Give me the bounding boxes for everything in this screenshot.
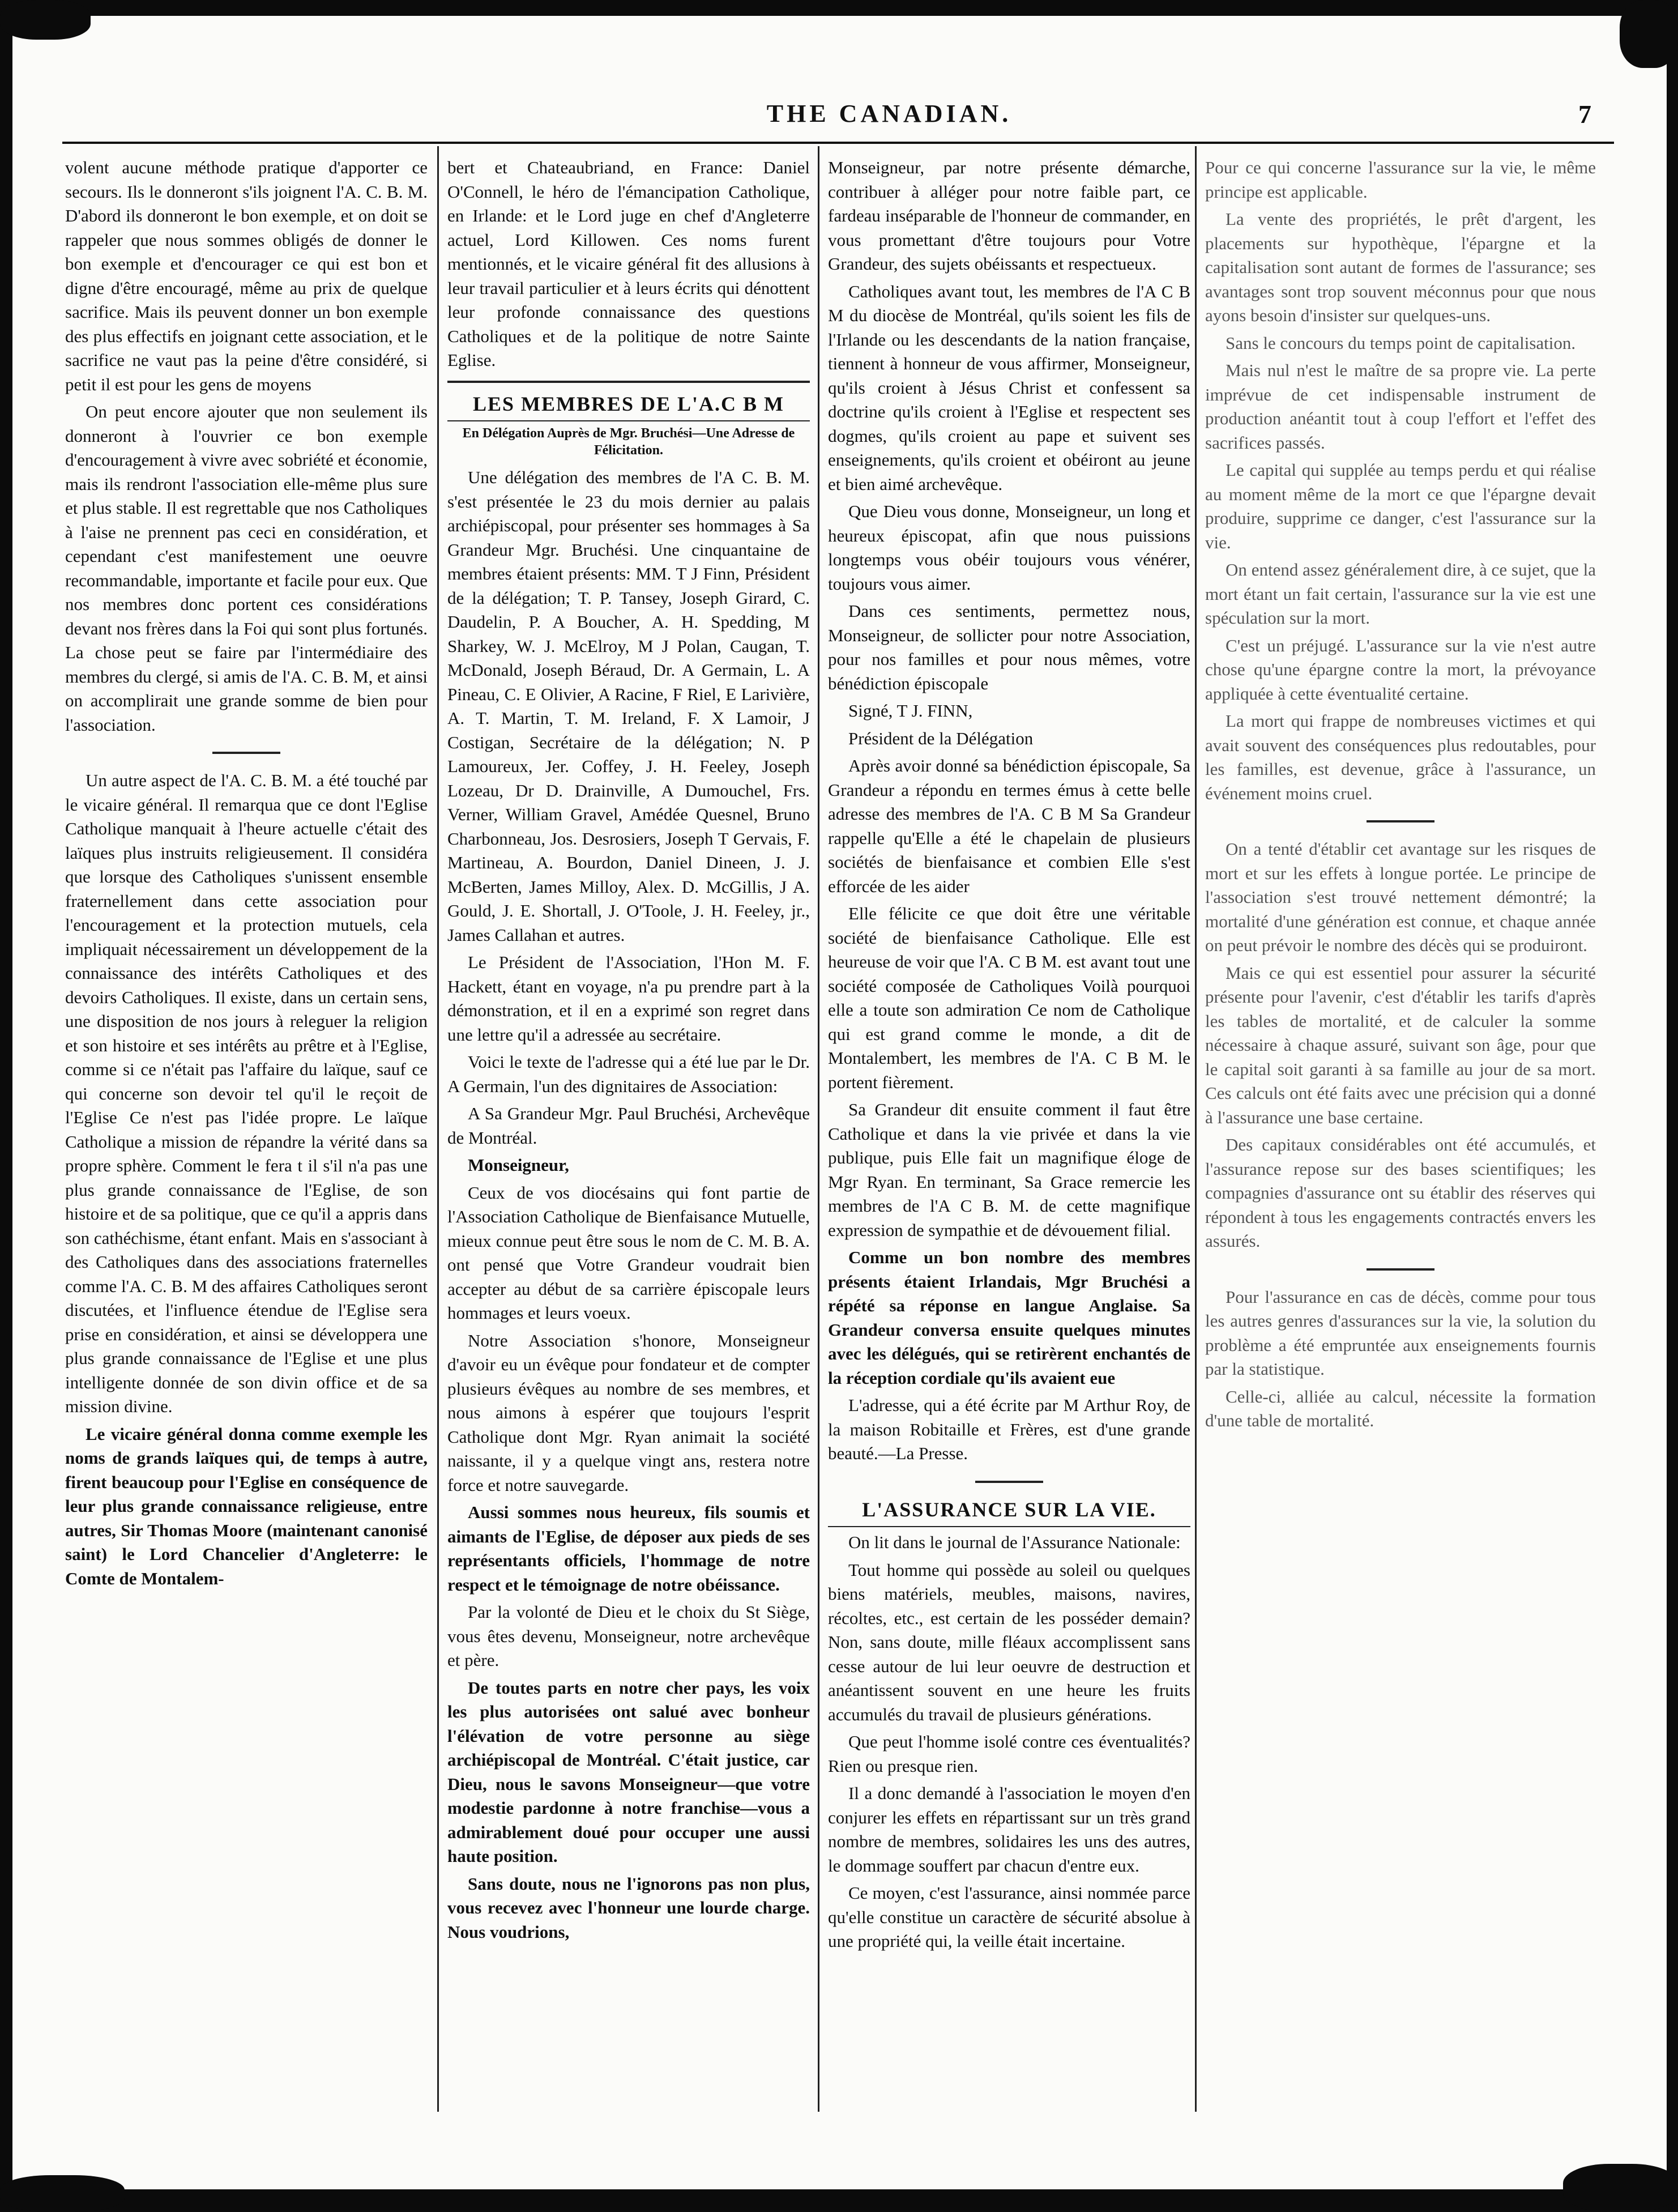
paragraph: Dans ces sentiments, permettez nous, Monseigneur, de sollicter pour notre Association, pour nos familles et pour nous mêmes, votre bénédiction épiscopale — [828, 601, 1190, 693]
paragraph: Aussi sommes nous heureux, fils soumis et aimants de l'Eglise, de déposer aux pieds de ses représentants officiels, l'hommage de notre respect et le témoignage de notre obéissance. — [447, 1502, 810, 1595]
column-divider — [1195, 146, 1197, 2112]
signature: Signé, T J. FINN, — [848, 701, 973, 721]
scan-border-top — [0, 0, 1678, 16]
scan-blot — [1620, 0, 1678, 68]
signature-title: Président de la Délégation — [848, 728, 1034, 748]
heading-rule — [447, 420, 810, 421]
paragraph: Une délégation des membres de l'A C. B. M. s'est présentée le 23 du mois dernier au palais archiépiscopal, pour présenter ses hommages à Sa Grandeur Mgr. Bruchési. Une cinquantaine de membres étaient présents: MM. T J Finn, Président de la délégation; T. P. Tansey, Joseph Girard, C. Daudelin, P. A Boucher, A. H. Spedding, M Sharkey, W. J. McElroy, M J Polan, Caugan, T. McDonald, Joseph Béraud, Dr. A Germain, L. A Pineau, C. E Olivier, A Racine, F Riel, E Larivière, A. T. Martin, T. M. Ireland, F. X Lamoir, J Costigan, Secrétaire de la délégation; N. P Lamoureux, Jer. Coffey, J. H. Feeley, Joseph Lozeau, Dr D. Drainville, A Dumouchel, Frs. Verner, William Gravel, Amédée Quesnel, Bruno Charbonneau, Jos. Desrosiers, Joseph T Gervais, F. Martineau, A. Bourdon, Daniel Dineen, J. J. McBerten, James Milloy, Alex. D. McGillis, J A. Gould, J. E. Shortall, J. O'Toole, J. H. Feeley, jr., James Callahan et autres. — [447, 467, 810, 945]
scan-border-left — [0, 0, 12, 2212]
article-heading: L'ASSURANCE SUR LA VIE. — [862, 1498, 1156, 1521]
paragraph: L'adresse, qui a été écrite par M Arthur Roy, de la maison Robitaille et Frères, est d'une grande beauté.—La Presse. — [828, 1395, 1190, 1463]
heading-rule — [828, 1526, 1190, 1527]
paragraph: Sans le concours du temps point de capitalisation. — [1226, 333, 1576, 353]
paragraph: Le vicaire général donna comme exemple les noms de grands laïques qui, de temps à autre, firent beaucoup pour l'Eglise en conséquence de leur plus grande connaissance religieuse, entre autres, Sir Thomas Moore (maintenant canonisé saint) le Lord Chancelier d'Angleterre: le Comte de Montalem- — [65, 1423, 428, 1588]
page-number: 7 — [1578, 100, 1591, 129]
paragraph: On peut encore ajouter que non seulement ils donneront à l'ouvrier ce bon exemple d'encouragement à vivre avec sobriété et économie, mais ils rendront l'association elle-même plus sure et plus stable. Il est regrettable que nos Catholiques à l'aise ne prennent pas ceci en considération, et cependant c'est manifestement une oeuvre recommandable, importante et facile pour eux. Que nos membres donc portent ces considérations devant nos frères dans la Foi qui sont plus fortunés. La chose peut se faire par l'intermédiaire des membres du clergé, si amis de l'A. C. B. M, et ainsi on accomplirait une grande somme de bien pour l'association. — [65, 402, 428, 735]
salutation: Monseigneur, — [468, 1155, 569, 1175]
column-divider — [818, 146, 819, 2112]
masthead: THE CANADIAN. — [766, 100, 1012, 127]
paragraph: Par la volonté de Dieu et le choix du St Siège, vous êtes devenu, Monseigneur, notre archevêque et père. — [447, 1602, 810, 1670]
paragraph: Que Dieu vous donne, Monseigneur, un long et heureux épiscopat, afin que nous puissions longtemps vous obéir toujours vous vénérer, toujours vous aimer. — [828, 501, 1190, 594]
scan-border-right — [1667, 0, 1678, 2212]
paragraph: Un autre aspect de l'A. C. B. M. a été touché par le vicaire général. Il remarqua que ce dont l'Eglise Catholique manquait à l'heure actuelle c'était des laïques plus instruits religieusement. Il considéra que lorsque des Catholiques s'unissent ensemble fraternellement dans cette association pour l'encouragement et la protection mutuels, cela impliquait nécessairement un développement de la connaissance des intérêts Catholiques et des devoirs Catholiques. Il existe, dans un certain sens, une disposition de nos jours à releguer la religion et son histoire et ses intérêts au prêtre et à l'Eglise, comme si ce n'était pas l'affaire du laïque, sauf ce qui concerne son devoir tel qu'il le reçoit de l'Eglise Ce n'est pas l'idée propre. Le laïque Catholique a mission de répandre la vérité dans sa propre sphère. Comment le fera t il s'il n'a pas une plus grande connaissance de l'Eglise, de son histoire et de sa politique, que ce qu'il a appris dans son cathéchisme, étant enfant. Mais en s'associant à des Catholiques dans des associations fraternelles comme l'A. C. B. M des affaires Catholiques seront discutées, et l'influence étendue de l'Eglise sera prise en considération, et ainsi se développera une plus grande connaissance de l'Eglise et une plus intelligente donnée de son divin office et de sa mission divine. — [65, 770, 428, 1416]
paragraph: Que peut l'homme isolé contre ces éventualités? Rien ou presque rien. — [828, 1732, 1190, 1776]
paragraph: Elle félicite ce que doit être une véritable société de bienfaisance Catholique. Elle est heureuse de voir que l'A. C B M. est avant tout une société composée de Catholiques Voilà pourquoi elle a toute son admiration Ce nom de Catholique qui est grand comme le monde, a dit de Montalembert, les membres de l'A. C B M. le portent fièrement. — [828, 903, 1190, 1092]
paragraph: Mais nul n'est le maître de sa propre vie. La perte imprévue de cet indispensable instrument de production anéantit tout à coup l'effort et l'effet des sacrifices passés. — [1205, 360, 1596, 453]
section-divider — [1367, 820, 1434, 822]
paragraph: Pour l'assurance en cas de décès, comme pour tous les autres genres d'assurances sur la vie, la solution du problème a été empruntée aux enseignements fournis par la statistique. — [1205, 1286, 1596, 1379]
scan-blot — [0, 2175, 125, 2212]
paragraph: Celle-ci, alliée au calcul, nécessite la formation d'une table de mortalité. — [1205, 1386, 1596, 1430]
paragraph: Notre Association s'honore, Monseigneur d'avoir eu un évêque pour fondateur et de compter plusieurs évêques au nombre de ses membres, et nous aimons à espérer que toujours l'esprit Catholique dont Mgr. Ryan animait la société naissante, il y a quelque vingt ans, restera notre force et notre sauvegarde. — [447, 1330, 810, 1495]
paragraph: Il a donc demandé à l'association le moyen d'en conjurer les effets en répartissant sur un très grand nombre de membres, solidaires les uns des autres, le dommage souffert par chacun d'entre eux. — [828, 1783, 1190, 1876]
paragraph: Voici le texte de l'adresse qui a été lue par le Dr. A Germain, l'un des dignitaires de Association: — [447, 1052, 810, 1096]
address-line: A Sa Grandeur Mgr. Paul Bruchési, Archevêque de Montréal. — [447, 1103, 810, 1148]
paragraph: Le Président de l'Association, l'Hon M. F. Hackett, étant en voyage, n'a pu prendre part à la démonstration, et il en a exprimé son regret dans une lettre qu'il a adressée au secrétaire. — [447, 952, 810, 1045]
column-3 — [828, 156, 1190, 2104]
paragraph: Pour ce qui concerne l'assurance sur la vie, le même principe est applicable. — [1205, 157, 1596, 202]
paragraph: Catholiques avant tout, les membres de l'A C B M du diocèse de Montréal, qu'ils soient les fils de l'Irlande ou les descendants de la nation française, tiennent à honneur de vous affirmer, Monseigneur, qu'ils croient à Jésus Christ et confessent sa doctrine qu'ils croient à l'Eglise et respectent ses dogmes, qu'ils croient au pape et suivent ses enseignements, qu'ils croient et obéiront au jeune et bien aimé archevêque. — [828, 281, 1190, 494]
paragraph: On entend assez généralement dire, à ce sujet, que la mort étant un fait certain, l'assurance sur la vie est une spéculation sur la mort. — [1205, 560, 1596, 628]
paragraph: Ce moyen, c'est l'assurance, ainsi nommée parce qu'elle constitue un caractère de sécurité absolue à une propriété qui, la veille était incertaine. — [828, 1883, 1190, 1951]
column-divider — [437, 146, 439, 2112]
paragraph: Mais ce qui est essentiel pour assurer la sécurité présente pour l'avenir, c'est d'établir les tarifs d'après les tables de mortalité, et de calculer la somme nécessaire à chaque assuré, suivant son âge, pour que le capital soit garanti à sa famille au jour de sa mort. Ces calculs ont été faits avec une précision qui a donné à l'assurance une base certaine. — [1205, 962, 1596, 1127]
paragraph: De toutes parts en notre cher pays, les voix les plus autorisées ont salué avec bonheur l'élévation de votre personne au siège archiépiscopal de Montréal. C'était justice, car Dieu, nous le savons Monseigneur—que votre modestie pardonne à notre franchise—vous a admirablement doué pour occuper une aussi haute position. — [447, 1677, 810, 1866]
column-1 — [65, 156, 428, 2104]
paragraph: Tout homme qui possède au soleil ou quelques biens matériels, meubles, maisons, navires, récoltes, etc., est certain de les posséder demain? Non, sans doute, mille fléaux accomplissent sans cesse autour de lui leur oeuvre de destruction et anéantissent souvent en une heure les fruits accumulés du travail de plusieurs générations. — [828, 1559, 1190, 1724]
paragraph: Ceux de vos diocésains qui font partie de l'Association Catholique de Bienfaisance Mutuelle, mieux connue peut être sous le nom de C. M. B. A. ont pensé que Votre Grandeur voudrait bien accepter au début de sa carrière épiscopale leurs hommages et leurs voeux. — [447, 1182, 810, 1323]
scan-blot — [0, 0, 91, 40]
column-4 — [1205, 156, 1596, 2104]
column-2 — [447, 156, 810, 2104]
paragraph: Sa Grandeur dit ensuite comment il faut être Catholique et dans la vie privée et dans la vie publique, puis Elle fait un magnifique éloge de Mgr Ryan. En terminant, Sa Grace remercie les membres de l'A C B. M. de cette magnifique expression de sympathie et de dévouement filial. — [828, 1099, 1190, 1240]
scan-blot — [1563, 2164, 1678, 2212]
section-divider — [212, 752, 280, 754]
header-rule — [62, 142, 1614, 144]
paragraph: La mort qui frappe de nombreuses victimes et qui avait souvent des conséquences plus redoutables, pour les familles, est devenue, grâce à l'assurance, un événement moins cruel. — [1205, 711, 1596, 803]
paragraph: Sans doute, nous ne l'ignorons pas non plus, vous recevez avec l'honneur une lourde charge. Nous voudrions, — [447, 1873, 810, 1942]
paragraph: On a tenté d'établir cet avantage sur les risques de mort et sur les effets à longue portée. Le principe de l'association s'est trouvé nettement démontré; la mortalité d'une génération est connue, et chaque année on peut prévoir le nombre des décès qui se produiront. — [1205, 839, 1596, 955]
article-subheading: En Délégation Auprès de Mgr. Bruchési—Une Adresse de Félicitation. — [462, 426, 795, 458]
section-divider — [1367, 1268, 1434, 1271]
scan-border-bottom — [0, 2189, 1678, 2212]
paragraph: volent aucune méthode pratique d'apporter ce secours. Ils le donneront s'ils joignent l'A. C. B. M. D'abord ils donneront le bon exemple, et on doit se rappeler que nous sommes obligés de donner le bon exemple et d'encourager ce qui est bon et digne d'être encouragé, même au prix de quelque sacrifice. Mais ils peuvent donner un bon exemple des plus effectifs en joignant cette association, et le sacrifice ne vaut pas la peine d'être considéré, si petit il est pour les gens de moyens — [65, 157, 428, 394]
paragraph: C'est un préjugé. L'assurance sur la vie n'est autre chose qu'une épargne contre la mort, la prévoyance appliquée à cette éventualité certaine. — [1205, 635, 1596, 704]
paragraph: On lit dans le journal de l'Assurance Nationale: — [848, 1532, 1181, 1552]
heading-rule — [447, 381, 810, 383]
paragraph: Comme un bon nombre des membres présents étaient Irlandais, Mgr Bruchési a répété sa réponse en langue Anglaise. Sa Grandeur conversa ensuite quelques minutes avec les délégués, qui se retirèrent enchantés de la réception cordiale qu'ils avaient eue — [828, 1247, 1190, 1388]
paragraph: Après avoir donné sa bénédiction épiscopale, Sa Grandeur a répondu en termes émus à cette belle adresse des membres de l'A. C B M Sa Grandeur rappelle qu'Elle a été le chapelain de plusieurs sociétés de bienfaisance et combien Elle s'est efforcée de les aider — [828, 756, 1190, 896]
section-divider — [975, 1481, 1043, 1483]
paragraph: La vente des propriétés, le prêt d'argent, les placements sur hypothèque, l'épargne et la capitalisation sont autant de formes de l'assurance; ses avantages sont trop souvent méconnus pour que nous ayons besoin d'insister sur quelques-uns. — [1205, 209, 1596, 325]
article-heading: LES MEMBRES DE L'A.C B M — [472, 392, 785, 415]
page-header — [62, 99, 1614, 139]
paragraph: Monseigneur, par notre présente démarche, contribuer à alléger pour notre faible part, ce fardeau inséparable de l'honneur de commander, en vous promettant d'être toujours pour Votre Grandeur, des sujets obéissants et respectueux. — [828, 157, 1190, 274]
paragraph: Des capitaux considérables ont été accumulés, et l'assurance repose sur des bases scientifiques; les compagnies d'assurance ont su établir des réserves qui répondent à tous les engagements contractés envers les assurés. — [1205, 1135, 1596, 1251]
paragraph: bert et Chateaubriand, en France: Daniel O'Connell, le héro de l'émancipation Catholique, en Irlande: et le Lord juge en chef d'Angleterre actuel, Lord Killowen. Ces noms furent mentionnés, et le vicaire général fit des allusions à leur travail particulier et à leurs écrits qui dénottent leur profonde connaissance des questions Catholiques et de la politique de notre Sainte Eglise. — [447, 157, 810, 370]
paragraph: Le capital qui supplée au temps perdu et qui réalise au moment même de la mort ce que l'épargne devait produire, supprime ce danger, c'est l'assurance sur la vie. — [1205, 460, 1596, 552]
